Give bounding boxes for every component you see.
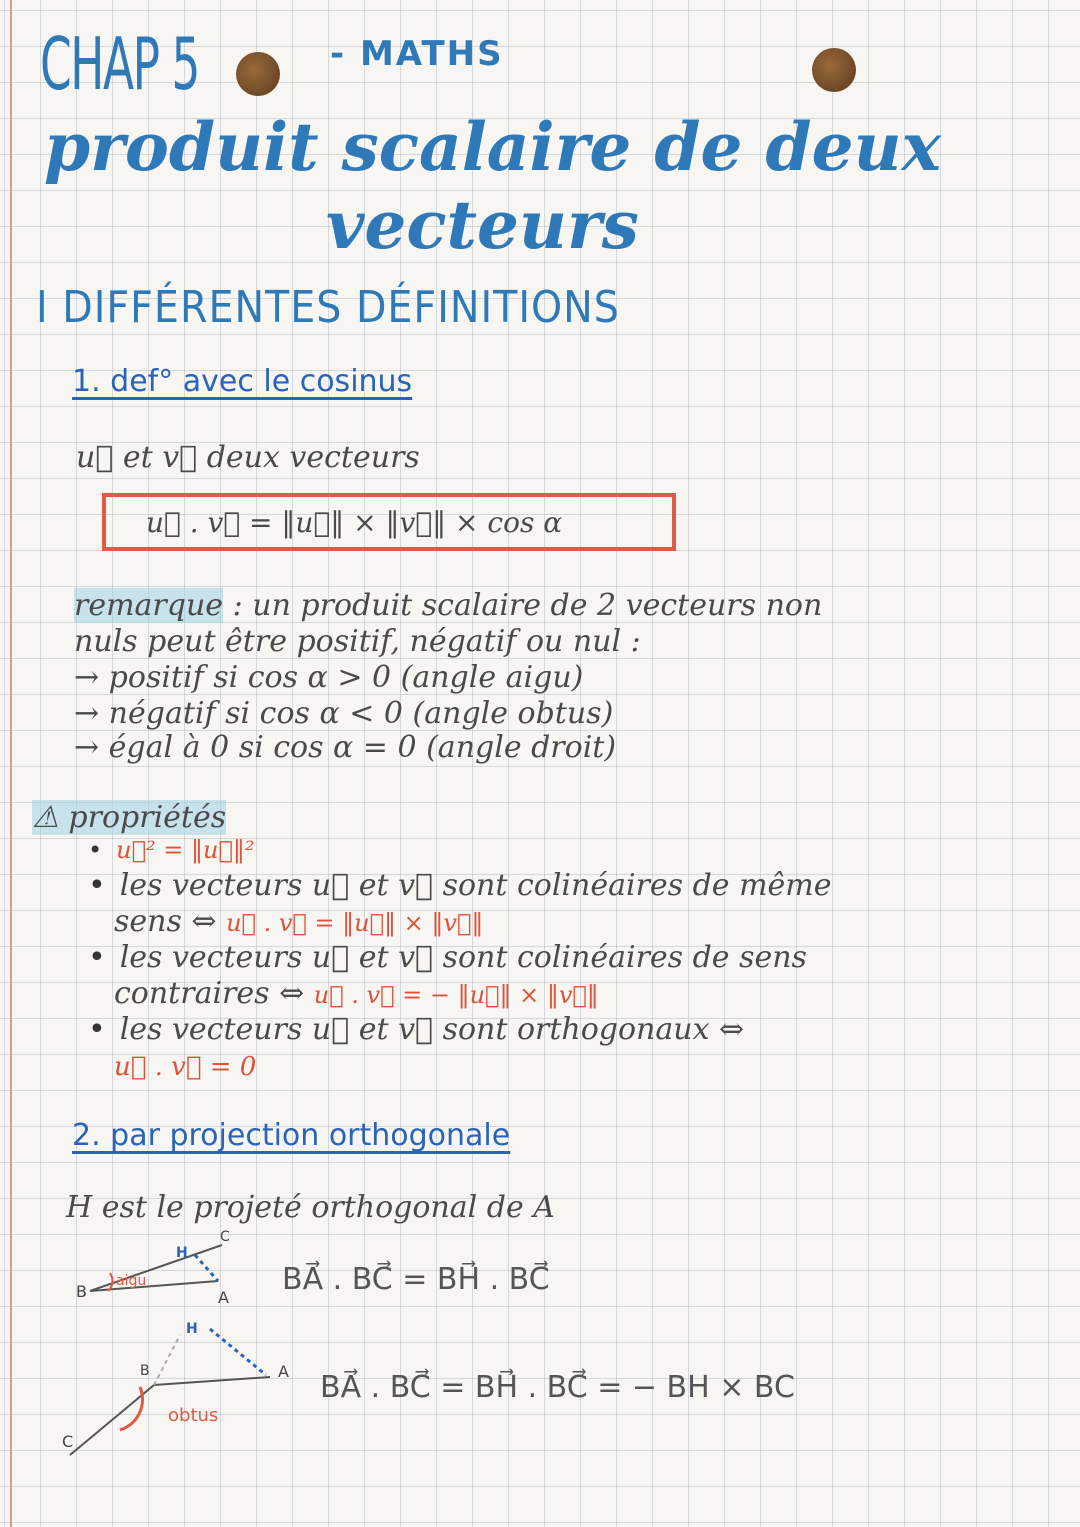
- properties-label: ⚠ propriétés: [32, 800, 227, 835]
- property-item: • les vecteurs u⃗ et v⃗ sont colinéaires de même: [88, 868, 832, 903]
- property-item-cont: sens ⇔ u⃗ . v⃗ = ‖u⃗‖ × ‖v⃗‖: [114, 904, 484, 939]
- margin-line: [10, 0, 12, 1527]
- formula-acute: BA⃗ . BC⃗ = BH⃗ . BC⃗: [282, 1262, 550, 1297]
- page-title: produit scalaire de deux: [44, 108, 941, 186]
- definition-formula-box: [102, 493, 676, 551]
- case-negative: → négatif si cos α < 0 (angle obtus): [74, 696, 614, 731]
- point-B-2: B: [140, 1363, 150, 1379]
- acute-label: aigu: [116, 1273, 147, 1289]
- subsection-heading-cosinus: 1. def° avec le cosinus: [72, 364, 413, 399]
- point-H: H: [176, 1245, 188, 1261]
- point-A: A: [218, 1288, 229, 1307]
- binder-hole: [812, 48, 856, 92]
- definition-formula: u⃗ . v⃗ = ‖u⃗‖ × ‖v⃗‖ × cos α: [146, 505, 563, 539]
- intro-text: u⃗ et v⃗ deux vecteurs: [76, 440, 420, 475]
- binder-hole: [236, 52, 280, 96]
- point-A-2: A: [278, 1362, 289, 1381]
- point-B: B: [76, 1282, 87, 1301]
- projection-intro: H est le projeté orthogonal de A: [66, 1190, 555, 1225]
- formula-obtuse: BA⃗ . BC⃗ = BH⃗ . BC⃗ = − BH × BC: [320, 1370, 795, 1405]
- section-heading: I DIFFÉRENTES DÉFINITIONS: [36, 282, 620, 333]
- property-item-cont: u⃗ . v⃗ = 0: [114, 1052, 257, 1082]
- point-C-2: C: [62, 1432, 74, 1451]
- remark-line2: nuls peut être positif, négatif ou nul :: [74, 624, 641, 659]
- property-item: • u⃗² = ‖u⃗‖²: [88, 836, 254, 864]
- property-item: • les vecteurs u⃗ et v⃗ sont orthogonaux ⇔: [88, 1012, 744, 1047]
- property-item: • les vecteurs u⃗ et v⃗ sont colinéaires de sens: [88, 940, 807, 975]
- point-C: C: [220, 1229, 230, 1245]
- case-zero: → égal à 0 si cos α = 0 (angle droit): [74, 730, 617, 765]
- obtuse-label: obtus: [168, 1405, 219, 1426]
- point-H-2: H: [186, 1321, 198, 1337]
- page-title-line2: vecteurs: [326, 186, 639, 264]
- subsection-heading-projection: 2. par projection orthogonale: [72, 1118, 511, 1153]
- case-positive: → positif si cos α > 0 (angle aigu): [74, 660, 584, 695]
- remark-label: remarque: [74, 588, 224, 623]
- chapter-label: CHAP 5: [40, 22, 199, 106]
- subject-label: - MATHS: [330, 34, 504, 74]
- projection-diagram: [40, 1225, 300, 1475]
- property-item-cont: contraires ⇔ u⃗ . v⃗ = − ‖u⃗‖ × ‖v⃗‖: [114, 976, 599, 1011]
- remark-line1: [74, 588, 822, 623]
- remark-text: : un produit scalaire de 2 vecteurs non: [232, 588, 823, 623]
